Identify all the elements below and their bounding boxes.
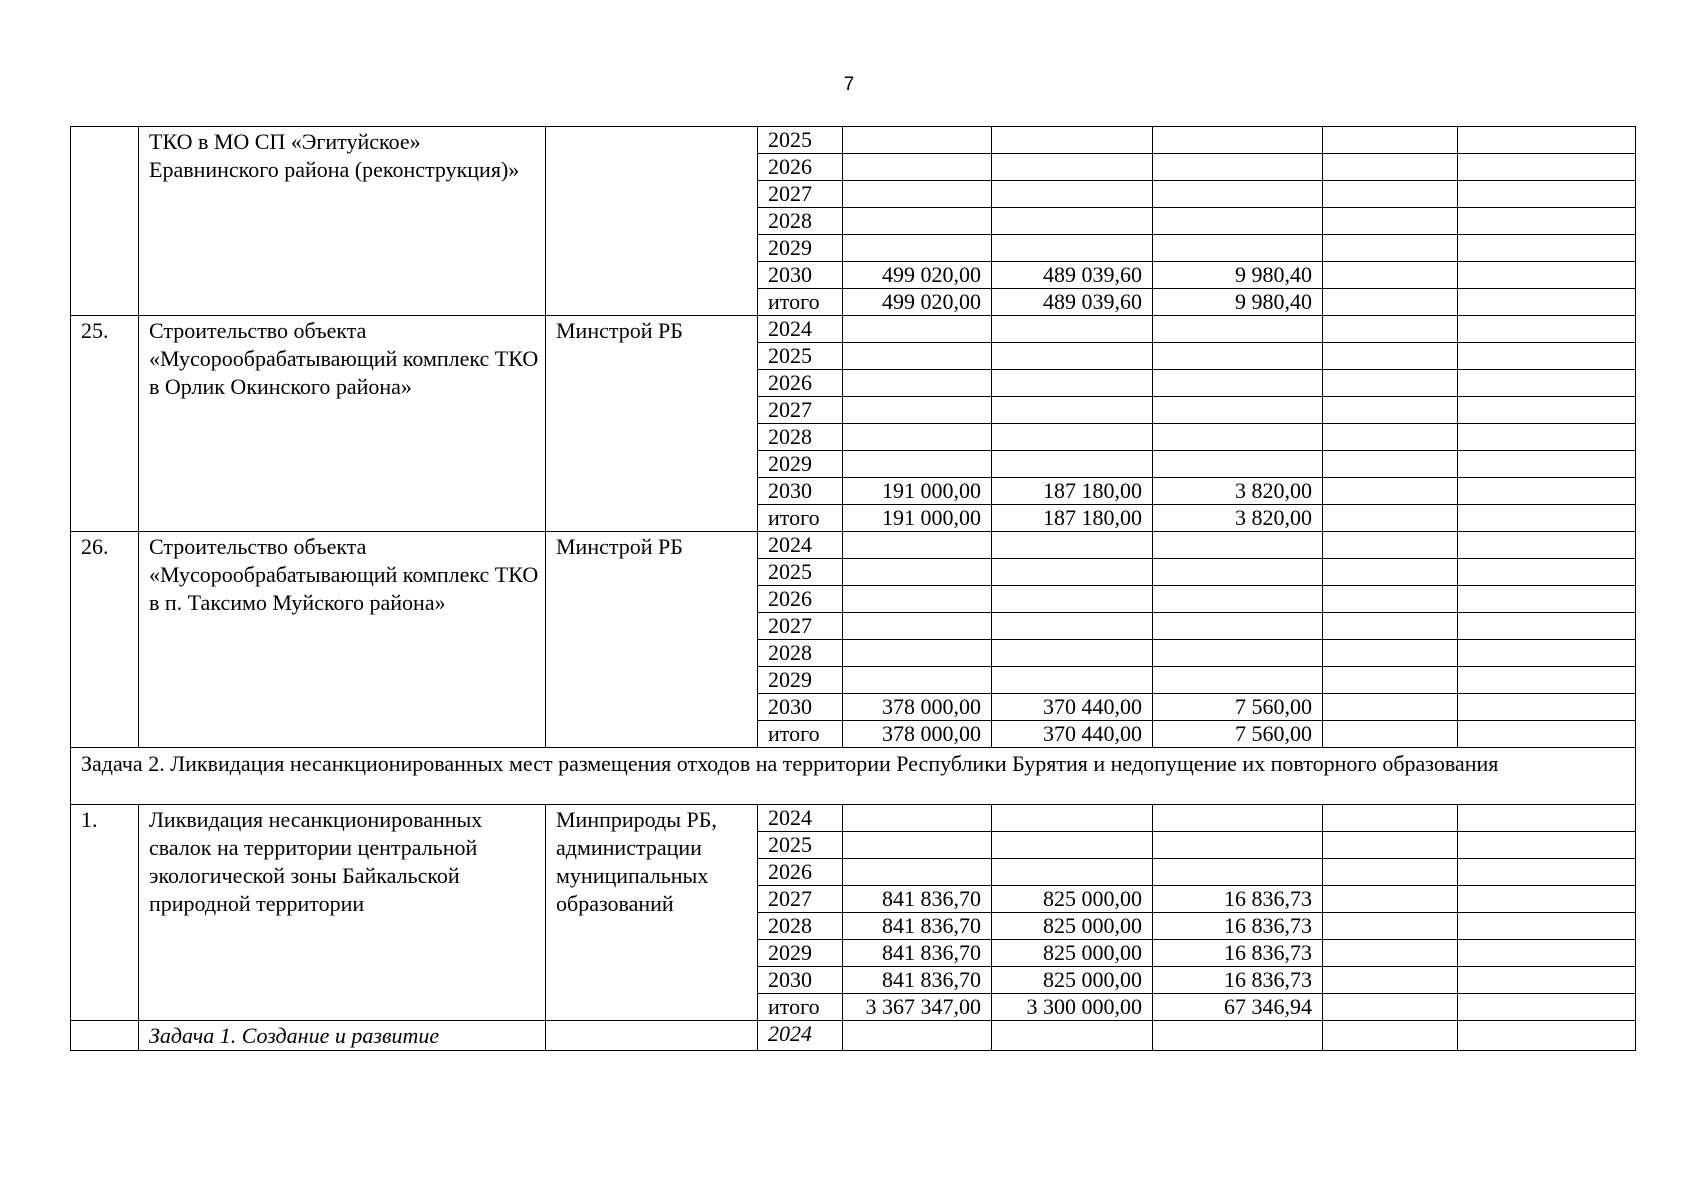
federal-amount: 187 180,00	[992, 505, 1153, 532]
federal-amount	[992, 805, 1153, 832]
year-cell: 2030	[758, 967, 843, 994]
total-amount: 3 367 347,00	[843, 994, 992, 1021]
regional-amount	[1153, 613, 1323, 640]
year-cell: 2027	[758, 181, 843, 208]
other-amount	[1458, 343, 1636, 370]
regional-amount	[1153, 805, 1323, 832]
item-name: Ликвидация несанкционированных свалок на территории центральной экологической зоны Байкальской природной территории	[139, 805, 546, 1021]
total-amount: 378 000,00	[843, 694, 992, 721]
regional-amount: 16 836,73	[1153, 967, 1323, 994]
other-amount	[1458, 181, 1636, 208]
federal-amount: 489 039,60	[992, 262, 1153, 289]
federal-amount	[992, 586, 1153, 613]
year-cell: 2026	[758, 586, 843, 613]
federal-amount: 489 039,60	[992, 289, 1153, 316]
federal-amount	[992, 343, 1153, 370]
regional-amount	[1153, 640, 1323, 667]
total-amount	[843, 640, 992, 667]
year-cell: 2024	[758, 1021, 843, 1051]
other-amount	[1458, 940, 1636, 967]
federal-amount: 3 300 000,00	[992, 994, 1153, 1021]
item-executor: Минприроды РБ, администрации муниципальных образований	[546, 805, 758, 1021]
total-amount	[843, 343, 992, 370]
other-amount	[1458, 370, 1636, 397]
total-amount	[843, 805, 992, 832]
item-executor	[546, 127, 758, 316]
federal-amount	[992, 181, 1153, 208]
local-amount	[1323, 343, 1458, 370]
other-amount	[1458, 832, 1636, 859]
regional-amount	[1153, 532, 1323, 559]
budget-table	[70, 126, 1636, 1051]
regional-amount: 7 560,00	[1153, 721, 1323, 748]
local-amount	[1323, 940, 1458, 967]
federal-amount: 825 000,00	[992, 967, 1153, 994]
year-cell: 2030	[758, 694, 843, 721]
local-amount	[1323, 316, 1458, 343]
year-cell: 2026	[758, 154, 843, 181]
regional-amount: 16 836,73	[1153, 940, 1323, 967]
other-amount	[1458, 613, 1636, 640]
total-amount: 841 836,70	[843, 967, 992, 994]
local-amount	[1323, 559, 1458, 586]
regional-amount	[1153, 586, 1323, 613]
total-amount: 841 836,70	[843, 913, 992, 940]
total-amount	[843, 397, 992, 424]
item-name: Задача 1. Создание и развитие	[139, 1021, 546, 1051]
year-cell: 2030	[758, 478, 843, 505]
item-executor: Минстрой РБ	[546, 316, 758, 532]
local-amount	[1323, 235, 1458, 262]
total-amount	[843, 154, 992, 181]
total-amount	[843, 424, 992, 451]
year-cell: 2024	[758, 805, 843, 832]
total-amount	[843, 559, 992, 586]
federal-amount	[992, 370, 1153, 397]
federal-amount: 187 180,00	[992, 478, 1153, 505]
other-amount	[1458, 886, 1636, 913]
local-amount	[1323, 805, 1458, 832]
page-number: 7	[843, 74, 855, 95]
total-amount: 191 000,00	[843, 478, 992, 505]
local-amount	[1323, 289, 1458, 316]
other-amount	[1458, 640, 1636, 667]
regional-amount	[1153, 343, 1323, 370]
total-amount	[843, 1021, 992, 1051]
regional-amount	[1153, 127, 1323, 154]
other-amount	[1458, 805, 1636, 832]
regional-amount	[1153, 424, 1323, 451]
federal-amount	[992, 235, 1153, 262]
other-amount	[1458, 235, 1636, 262]
year-cell: 2024	[758, 316, 843, 343]
regional-amount: 67 346,94	[1153, 994, 1323, 1021]
local-amount	[1323, 859, 1458, 886]
task-heading: Задача 2. Ликвидация несанкционированных мест размещения отходов на территории Республики Бурятия и недопущение их повторного образования	[71, 748, 1636, 805]
total-amount: 841 836,70	[843, 940, 992, 967]
total-amount: 499 020,00	[843, 262, 992, 289]
item-name: ТКО в МО СП «Эгитуйское» Еравнинского района (реконструкция)»	[139, 127, 546, 316]
year-cell: 2027	[758, 397, 843, 424]
year-cell: 2026	[758, 859, 843, 886]
federal-amount	[992, 208, 1153, 235]
item-number: 1.	[71, 805, 139, 1021]
regional-amount	[1153, 832, 1323, 859]
total-amount	[843, 859, 992, 886]
total-amount	[843, 451, 992, 478]
regional-amount	[1153, 451, 1323, 478]
local-amount	[1323, 505, 1458, 532]
federal-amount	[992, 532, 1153, 559]
regional-amount	[1153, 208, 1323, 235]
regional-amount: 16 836,73	[1153, 886, 1323, 913]
other-amount	[1458, 397, 1636, 424]
regional-amount: 7 560,00	[1153, 694, 1323, 721]
local-amount	[1323, 262, 1458, 289]
year-cell: 2029	[758, 235, 843, 262]
table-row	[71, 127, 1636, 154]
regional-amount	[1153, 235, 1323, 262]
total-amount	[843, 181, 992, 208]
other-amount	[1458, 478, 1636, 505]
year-cell: 2025	[758, 127, 843, 154]
local-amount	[1323, 694, 1458, 721]
other-amount	[1458, 208, 1636, 235]
local-amount	[1323, 532, 1458, 559]
other-amount	[1458, 289, 1636, 316]
federal-amount	[992, 640, 1153, 667]
other-amount	[1458, 154, 1636, 181]
local-amount	[1323, 478, 1458, 505]
federal-amount	[992, 667, 1153, 694]
year-cell: 2027	[758, 886, 843, 913]
regional-amount: 9 980,40	[1153, 289, 1323, 316]
item-number: 26.	[71, 532, 139, 748]
item-executor: Минстрой РБ	[546, 532, 758, 748]
other-amount	[1458, 127, 1636, 154]
total-amount	[843, 208, 992, 235]
other-amount	[1458, 913, 1636, 940]
regional-amount: 3 820,00	[1153, 505, 1323, 532]
regional-amount	[1153, 667, 1323, 694]
year-cell: 2028	[758, 208, 843, 235]
total-amount: 499 020,00	[843, 289, 992, 316]
table-row	[71, 316, 1636, 343]
local-amount	[1323, 181, 1458, 208]
federal-amount: 825 000,00	[992, 886, 1153, 913]
regional-amount	[1153, 1021, 1323, 1051]
year-cell: 2024	[758, 532, 843, 559]
other-amount	[1458, 1021, 1636, 1051]
item-number	[71, 127, 139, 316]
other-amount	[1458, 532, 1636, 559]
year-cell: 2026	[758, 370, 843, 397]
federal-amount	[992, 316, 1153, 343]
regional-amount	[1153, 397, 1323, 424]
table-row	[71, 1021, 1636, 1051]
task-row	[71, 748, 1636, 805]
local-amount	[1323, 967, 1458, 994]
year-cell: 2025	[758, 343, 843, 370]
total-amount	[843, 235, 992, 262]
federal-amount	[992, 127, 1153, 154]
total-amount	[843, 832, 992, 859]
federal-amount	[992, 859, 1153, 886]
year-cell: 2029	[758, 451, 843, 478]
regional-amount	[1153, 370, 1323, 397]
federal-amount	[992, 154, 1153, 181]
other-amount	[1458, 667, 1636, 694]
item-executor	[546, 1021, 758, 1051]
other-amount	[1458, 721, 1636, 748]
total-amount	[843, 667, 992, 694]
item-number: 25.	[71, 316, 139, 532]
total-amount	[843, 127, 992, 154]
regional-amount: 9 980,40	[1153, 262, 1323, 289]
regional-amount: 3 820,00	[1153, 478, 1323, 505]
table-row	[71, 805, 1636, 832]
other-amount	[1458, 586, 1636, 613]
local-amount	[1323, 154, 1458, 181]
item-name: Строительство объекта «Мусорообрабатывающий комплекс ТКО в п. Таксимо Муйского района»	[139, 532, 546, 748]
regional-amount	[1153, 316, 1323, 343]
federal-amount	[992, 832, 1153, 859]
regional-amount	[1153, 859, 1323, 886]
other-amount	[1458, 559, 1636, 586]
federal-amount	[992, 451, 1153, 478]
total-amount: 378 000,00	[843, 721, 992, 748]
total-amount: 191 000,00	[843, 505, 992, 532]
other-amount	[1458, 316, 1636, 343]
total-amount: 841 836,70	[843, 886, 992, 913]
total-amount	[843, 586, 992, 613]
total-amount	[843, 316, 992, 343]
year-cell: 2028	[758, 913, 843, 940]
regional-amount: 16 836,73	[1153, 913, 1323, 940]
total-amount	[843, 532, 992, 559]
local-amount	[1323, 832, 1458, 859]
other-amount	[1458, 451, 1636, 478]
local-amount	[1323, 640, 1458, 667]
local-amount	[1323, 994, 1458, 1021]
regional-amount	[1153, 559, 1323, 586]
year-cell: 2025	[758, 832, 843, 859]
local-amount	[1323, 721, 1458, 748]
local-amount	[1323, 451, 1458, 478]
year-cell: 2027	[758, 613, 843, 640]
year-cell: итого	[758, 721, 843, 748]
local-amount	[1323, 208, 1458, 235]
year-cell: 2029	[758, 667, 843, 694]
year-cell: 2028	[758, 424, 843, 451]
local-amount	[1323, 913, 1458, 940]
total-amount	[843, 370, 992, 397]
local-amount	[1323, 397, 1458, 424]
year-cell: 2028	[758, 640, 843, 667]
regional-amount	[1153, 154, 1323, 181]
federal-amount	[992, 613, 1153, 640]
table-row	[71, 532, 1636, 559]
other-amount	[1458, 859, 1636, 886]
item-name: Строительство объекта «Мусорообрабатывающий комплекс ТКО в Орлик Окинского района»	[139, 316, 546, 532]
local-amount	[1323, 1021, 1458, 1051]
local-amount	[1323, 886, 1458, 913]
year-cell: 2030	[758, 262, 843, 289]
total-amount	[843, 613, 992, 640]
federal-amount: 370 440,00	[992, 694, 1153, 721]
local-amount	[1323, 667, 1458, 694]
local-amount	[1323, 370, 1458, 397]
year-cell: итого	[758, 505, 843, 532]
other-amount	[1458, 424, 1636, 451]
year-cell: 2025	[758, 559, 843, 586]
year-cell: итого	[758, 994, 843, 1021]
local-amount	[1323, 127, 1458, 154]
federal-amount: 370 440,00	[992, 721, 1153, 748]
other-amount	[1458, 262, 1636, 289]
other-amount	[1458, 694, 1636, 721]
federal-amount	[992, 397, 1153, 424]
federal-amount	[992, 424, 1153, 451]
year-cell: итого	[758, 289, 843, 316]
federal-amount	[992, 559, 1153, 586]
other-amount	[1458, 994, 1636, 1021]
item-number	[71, 1021, 139, 1051]
federal-amount: 825 000,00	[992, 940, 1153, 967]
federal-amount	[992, 1021, 1153, 1051]
local-amount	[1323, 586, 1458, 613]
local-amount	[1323, 424, 1458, 451]
local-amount	[1323, 613, 1458, 640]
federal-amount: 825 000,00	[992, 913, 1153, 940]
other-amount	[1458, 505, 1636, 532]
other-amount	[1458, 967, 1636, 994]
year-cell: 2029	[758, 940, 843, 967]
regional-amount	[1153, 181, 1323, 208]
